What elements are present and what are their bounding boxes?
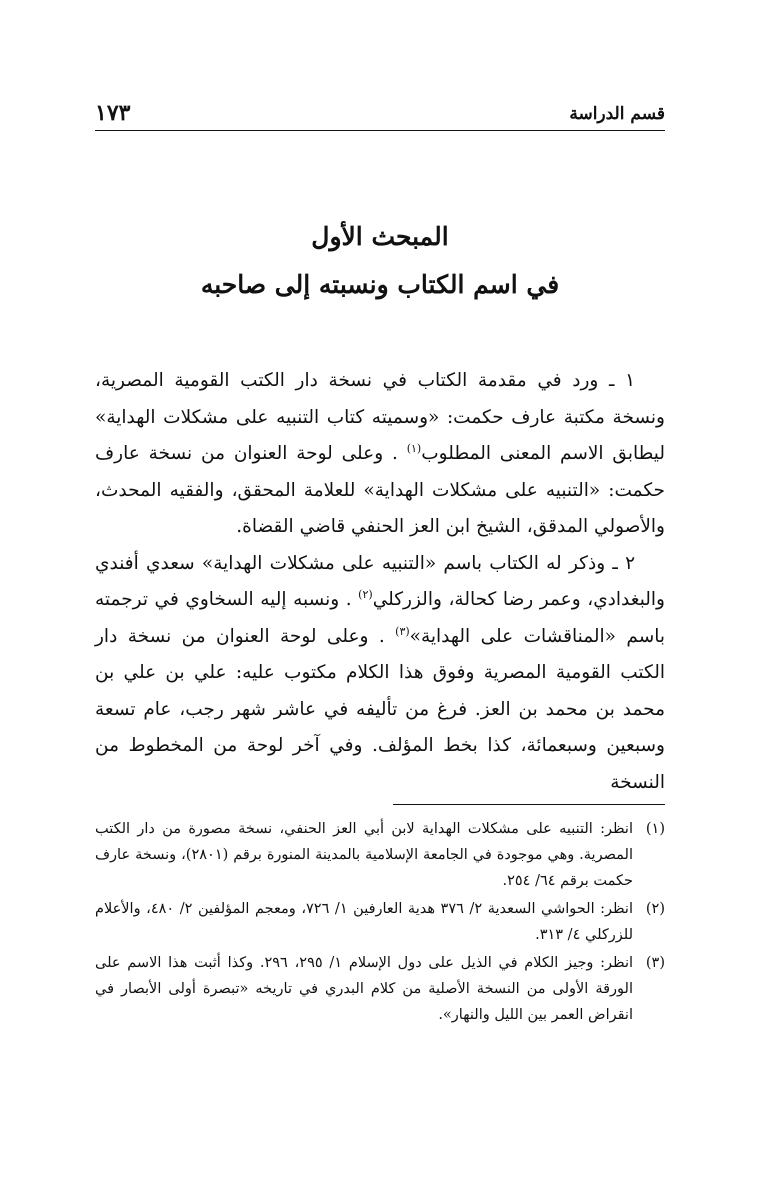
footnote-3-text: انظر: وجيز الكلام في الذيل على دول الإسلام ١/ ٢٩٥، ٢٩٦. وكذا أثبت هذا الاسم على الورقة الأولى من النسخة الأصلية من كلام البدري في تاريخه «تبصرة أولى الأبصار في انقراض العمر بين الليل والنهار». — [95, 955, 634, 1023]
footnote-2 — [95, 896, 665, 948]
footnote-3-number: (٣) — [645, 955, 665, 971]
paragraph-1 — [95, 363, 665, 546]
footnote-separator — [393, 804, 665, 805]
footnotes — [95, 816, 665, 1030]
running-title: قسم الدراسة — [569, 104, 665, 124]
paragraph-2 — [95, 546, 665, 802]
footnote-3 — [95, 950, 665, 1028]
footnote-2-number: (٢) — [645, 901, 665, 917]
footnote-ref-1[interactable]: (١) — [406, 441, 422, 455]
page-header — [95, 100, 665, 131]
paragraph-2-part-a: ٢ ـ وذكر له الكتاب باسم «التنبيه على مشكلات الهداية» سعدي أفندي والبغدادي، وعمر رضا كحالة، والزركلي — [95, 552, 665, 610]
footnote-ref-3[interactable]: (٣) — [395, 624, 410, 638]
paragraph-1-part-b: . وعلى لوحة العنوان من نسخة عارف حكمت: «التنبيه على مشكلات الهداية» للعلامة المحقق، والفقيه المحدث، والأصولي المدقق، الشيخ ابن العز الحنفي قاضي القضاة. — [95, 443, 665, 537]
footnote-1 — [95, 816, 665, 894]
body-text — [95, 363, 665, 801]
footnote-ref-2[interactable]: (٢) — [358, 587, 373, 601]
footnote-1-text: انظر: التنبيه على مشكلات الهداية لابن أبي العز الحنفي، نسخة مصورة من دار الكتب المصرية. وهي موجودة في الجامعة الإسلامية بالمدينة المنورة برقم (٢٨٠١)، ونسخة عارف حكمت برقم ٦٤/ ٢٥٤. — [95, 821, 634, 889]
section-subtitle: في اسم الكتاب ونسبته إلى صاحبه — [200, 270, 560, 299]
paragraph-1-part-a: ١ ـ ورد في مقدمة الكتاب في نسخة دار الكتب القومية المصرية، ونسخة مكتبة عارف حكمت: «وسميته كتاب التنبيه على مشكلات الهداية» ليطابق الاسم المعنى المطلوب — [95, 370, 666, 464]
paragraph-2-part-b: . ونسبه إليه السخاوي في ترجمته باسم «المناقشات على الهداية» — [95, 589, 665, 647]
footnote-1-number: (١) — [645, 821, 665, 837]
paragraph-2-part-c: . وعلى لوحة العنوان من نسخة دار الكتب القومية المصرية وفوق هذا الكلام مكتوب عليه: علي بن علي بن محمد بن محمد بن العز. فرغ من تأليفه في عاشر شهر رجب، عام تسعة وسبعين وسبعمائة، كذا بخط المؤلف. وفي آخر لوحة من المخطوط من النسخة — [95, 625, 665, 793]
footnote-2-text: انظر: الحواشي السعدية ٢/ ٣٧٦ هدية العارفين ١/ ٧٢٦، ومعجم المؤلفين ٢/ ٤٨٠، والأعلام للزركلي ٤/ ٣١٣. — [95, 901, 633, 943]
section-title: المبحث الأول — [311, 222, 449, 251]
page-number: ١٧٣ — [95, 100, 131, 126]
